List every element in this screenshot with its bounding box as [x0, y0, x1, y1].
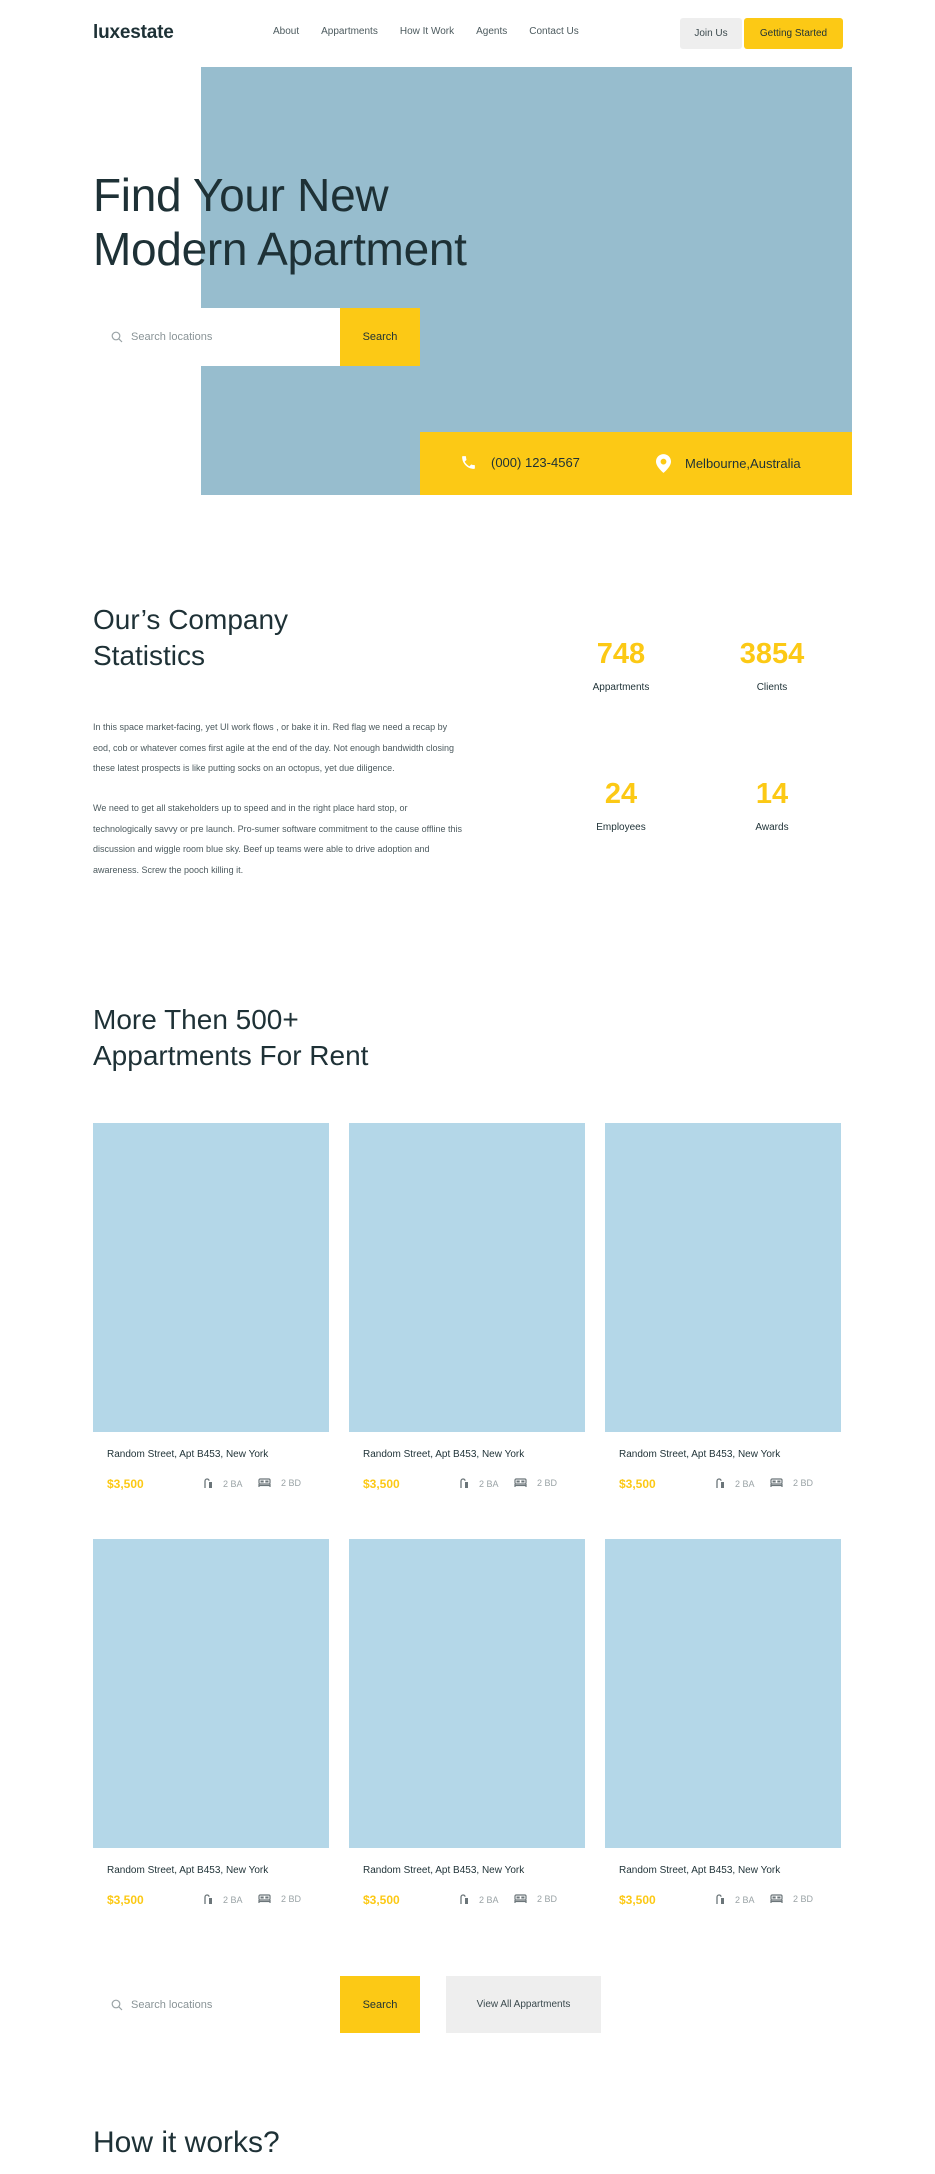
stats-paragraph-2: We need to get all stakeholders up to speed and in the right place hard stop, or technologically savvy or pre launch. Pro-sumer software commitment to the cause offline this discussion and wiggle room blue sky. Beef up teams were able to drive adoption and awareness. Screw the pooch killing it. [93, 803, 462, 875]
bath-icon [715, 1478, 725, 1489]
listings-title: More Then 500+ Appartments For Rent [93, 1004, 369, 1071]
listing-baths-value: 2 BA [223, 1894, 243, 1905]
search-placeholder: Search locations [131, 1998, 213, 2011]
listing-baths-value: 2 BA [735, 1894, 755, 1905]
search-icon [111, 1999, 123, 2011]
location-text: Melbourne,Australia [685, 456, 801, 471]
how-it-works-title: How it works? [93, 2126, 280, 2159]
listing-photo[interactable] [605, 1539, 841, 1848]
bed-icon [514, 1478, 527, 1488]
listing-card[interactable] [349, 1539, 585, 1907]
join-us-button[interactable]: Join Us [680, 18, 742, 49]
nav-agents[interactable]: Agents [476, 26, 508, 37]
listing-beds [258, 1478, 301, 1488]
bath-icon [203, 1478, 213, 1489]
listings-search-button[interactable]: Search [340, 1976, 420, 2033]
listing-price: $3,500 [107, 1477, 144, 1491]
nav-contact-us[interactable]: Contact Us [529, 26, 579, 37]
bed-icon [514, 1894, 527, 1904]
search-icon [111, 331, 123, 343]
listing-card[interactable] [93, 1539, 329, 1907]
listing-baths [715, 1478, 755, 1489]
listings-search-input[interactable] [93, 1976, 340, 2033]
listing-card[interactable] [605, 1123, 841, 1491]
listing-beds [514, 1478, 557, 1488]
listing-address[interactable]: Random Street, Apt B453, New York [619, 1865, 781, 1876]
stat-awards [702, 776, 842, 833]
stat-employees [551, 776, 691, 833]
bed-icon [258, 1894, 271, 1904]
bath-icon [203, 1894, 213, 1905]
listing-baths [715, 1894, 755, 1905]
listing-baths-value: 2 BA [223, 1478, 243, 1489]
listing-price: $3,500 [363, 1477, 400, 1491]
listing-baths [203, 1894, 243, 1905]
listing-address[interactable]: Random Street, Apt B453, New York [619, 1449, 781, 1460]
listing-address[interactable]: Random Street, Apt B453, New York [363, 1865, 525, 1876]
listing-beds [770, 1478, 813, 1488]
phone-number: (000) 123-4567 [491, 455, 580, 470]
listing-beds-value: 2 BD [793, 1894, 814, 1904]
bed-icon [258, 1478, 271, 1488]
listing-beds [770, 1894, 813, 1904]
listing-photo[interactable] [605, 1123, 841, 1432]
listing-photo[interactable] [349, 1123, 585, 1432]
listing-baths [203, 1478, 243, 1489]
contact-bar [420, 432, 852, 495]
listing-baths [459, 1478, 499, 1489]
listing-beds-value: 2 BD [281, 1894, 302, 1904]
listing-card[interactable] [349, 1123, 585, 1491]
bath-icon [715, 1894, 725, 1905]
listing-photo[interactable] [93, 1539, 329, 1848]
hero-image [201, 67, 852, 495]
listing-baths-value: 2 BA [735, 1478, 755, 1489]
phone-icon [460, 454, 477, 471]
listing-beds-value: 2 BD [793, 1478, 814, 1488]
stat-label: Employees [596, 822, 646, 833]
listing-beds [514, 1894, 557, 1904]
nav-appartments[interactable]: Appartments [321, 26, 378, 37]
hero-search-button[interactable]: Search [340, 308, 420, 366]
stat-clients [702, 636, 842, 693]
nav-how-it-work[interactable]: How It Work [399, 26, 455, 37]
listing-beds-value: 2 BD [281, 1478, 302, 1488]
contact-location[interactable] [656, 454, 801, 473]
bed-icon [770, 1894, 783, 1904]
stat-appartments [551, 636, 691, 693]
bath-icon [459, 1478, 469, 1489]
listing-baths-value: 2 BA [479, 1478, 499, 1489]
listing-address[interactable]: Random Street, Apt B453, New York [107, 1449, 269, 1460]
contact-phone[interactable] [460, 454, 580, 471]
stat-value: 3854 [739, 638, 805, 670]
hero-search-input[interactable] [93, 308, 340, 366]
location-pin-icon [656, 454, 671, 473]
listing-card[interactable] [93, 1123, 329, 1491]
view-all-appartments-button[interactable]: View All Appartments [446, 1976, 601, 2033]
getting-started-button[interactable]: Getting Started [744, 18, 843, 49]
listing-photo[interactable] [93, 1123, 329, 1432]
search-placeholder: Search locations [131, 331, 213, 343]
logo[interactable]: luxestate [93, 22, 174, 43]
listing-beds [258, 1894, 301, 1904]
stat-label: Appartments [592, 682, 650, 693]
bath-icon [459, 1894, 469, 1905]
nav-about[interactable]: About [273, 26, 300, 37]
listing-address[interactable]: Random Street, Apt B453, New York [107, 1865, 269, 1876]
listing-photo[interactable] [349, 1539, 585, 1848]
stats-paragraph-1: In this space market-facing, yet UI work flows , or bake it in. Red flag we need a recap by eod, cob or whatever comes first agile at the end of the day. Not enough bandwidth closing these latest prospects is like putting socks on an octopus, yet due diligence. [93, 722, 455, 773]
listing-price: $3,500 [107, 1893, 144, 1907]
stats-title: Our’s Company Statistics [93, 604, 289, 671]
listing-price: $3,500 [363, 1893, 400, 1907]
listing-beds-value: 2 BD [537, 1478, 558, 1488]
hero-title: Find Your New Modern Apartment [93, 169, 467, 275]
listing-price: $3,500 [619, 1893, 656, 1907]
bed-icon [770, 1478, 783, 1488]
listing-baths-value: 2 BA [479, 1894, 499, 1905]
stat-label: Clients [756, 682, 788, 693]
stat-value: 748 [596, 638, 646, 670]
listing-card[interactable] [605, 1539, 841, 1907]
stat-value: 14 [755, 778, 789, 810]
listing-price: $3,500 [619, 1477, 656, 1491]
stat-label: Awards [755, 822, 789, 833]
listing-baths [459, 1894, 499, 1905]
stat-value: 24 [604, 778, 638, 810]
listing-address[interactable]: Random Street, Apt B453, New York [363, 1449, 525, 1460]
listing-beds-value: 2 BD [537, 1894, 558, 1904]
main-nav [273, 26, 601, 37]
